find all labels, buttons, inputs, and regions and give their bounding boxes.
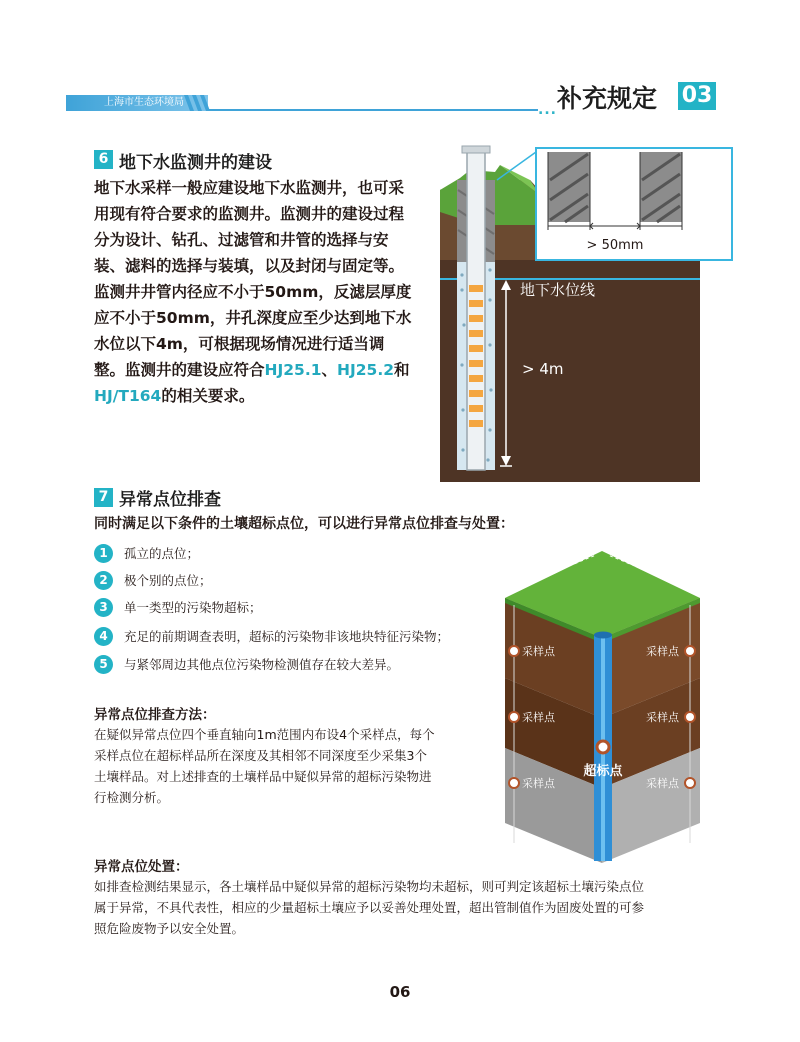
well-cap (462, 146, 490, 153)
condition-number: 1 (94, 544, 113, 563)
method-paragraph (94, 724, 494, 808)
condition-number: 2 (94, 571, 113, 590)
condition-number: 3 (94, 598, 113, 617)
condition-text: 充足的前期调查表明，超标的污染物非该地块特征污染物； (124, 629, 450, 644)
condition-number: 5 (94, 655, 113, 674)
sample-label: 采样点 (522, 645, 555, 658)
condition-text: 单一类型的污染物超标； (124, 600, 262, 615)
chapter-title: 补充规定 (557, 84, 658, 113)
standard-ref-hj25-2: HJ25.2 (337, 361, 394, 379)
body-line: HJ/T164的相关要求。 (94, 387, 255, 405)
body-line: 装、滤料的选择与装填，以及封闭与固定等。 (94, 257, 405, 275)
para-line: 行检测分析。 (94, 790, 170, 805)
soil-cube-diagram (500, 543, 705, 865)
distance-label: 1m (545, 557, 565, 574)
sample-label: 采样点 (522, 711, 555, 724)
header-dots: ... (538, 102, 557, 118)
distance-label: 1m (646, 563, 666, 580)
section-6-body (94, 175, 424, 409)
section-7-number: 7 (94, 488, 113, 507)
para-line: 如排查检测结果显示，各土壤样品中疑似异常的超标污染物均未超标，则可判定该超标土壤污染点位 (94, 879, 645, 894)
width-label: > 50mm (586, 238, 644, 253)
body-line: 水位以下4m，可根据现场情况进行适当调 (94, 335, 385, 353)
body-line: 整。监测井的建设应符合HJ25.1、HJ25.2和 (94, 361, 410, 379)
section-6-title: 地下水监测井的建设 (119, 153, 272, 173)
para-line: 土壤样品。对上述排查的土壤样品中疑似异常的超标污染物进 (94, 769, 432, 784)
para-line: 属于异常，不具代表性，相应的少量超标土壤应予以妥善处理处置，超出管制值作为固废处置的可参 (94, 900, 645, 915)
body-line: 地下水采样一般应建设地下水监测井，也可采 (94, 179, 405, 197)
header-rule (208, 109, 538, 111)
depth-label: > 4m (522, 360, 564, 378)
condition-number: 4 (94, 627, 113, 646)
body-line: 用现有符合要求的监测井。监测井的建设过程 (94, 205, 405, 223)
page-number: 06 (389, 983, 411, 1001)
agency-name: 上海市生态环境局 (104, 97, 184, 108)
disposal-heading: 异常点位处置： (94, 859, 189, 875)
section-7-intro: 同时满足以下条件的土壤超标点位，可以进行异常点位排查与处置： (94, 516, 514, 532)
body-line: 应不小于50mm，井孔深度应至少达到地下水 (94, 309, 412, 327)
method-heading: 异常点位排查方法： (94, 707, 216, 723)
exceedance-point (597, 741, 609, 753)
exceedance-label: 超标点 (583, 764, 623, 779)
monitoring-well-diagram (440, 140, 740, 482)
sample-label: 采样点 (646, 711, 679, 724)
condition-text: 极个别的点位； (124, 573, 212, 588)
disposal-paragraph (94, 876, 734, 939)
sample-label: 采样点 (646, 645, 679, 658)
body-line: 分为设计、钻孔、过滤管和井管的选择与安 (94, 231, 389, 249)
condition-text: 与紧邻周边其他点位污染物检测值存在较大差异。 (124, 657, 400, 672)
sample-label: 采样点 (646, 777, 679, 790)
section-7-title: 异常点位排查 (119, 490, 221, 510)
water-level-label: 地下水位线 (520, 281, 596, 299)
para-line: 在疑似异常点位四个垂直轴向1m范围内布设4个采样点，每个 (94, 727, 435, 742)
para-line: 照危险废物予以安全处置。 (94, 921, 245, 936)
standard-ref-hj25-1: HJ25.1 (264, 361, 322, 379)
standard-ref-hjt164: HJ/T164 (94, 387, 162, 405)
header-stripes (180, 95, 210, 111)
condition-text: 孤立的点位； (124, 546, 200, 561)
para-line: 采样点位在超标样品所在深度及其相邻不同深度至少采集3个 (94, 748, 427, 763)
body-line: 监测井井管内径应不小于50mm，反滤层厚度 (94, 283, 412, 301)
sample-label: 采样点 (522, 777, 555, 790)
section-6-number: 6 (94, 150, 113, 169)
chapter-number: 03 (678, 82, 716, 110)
